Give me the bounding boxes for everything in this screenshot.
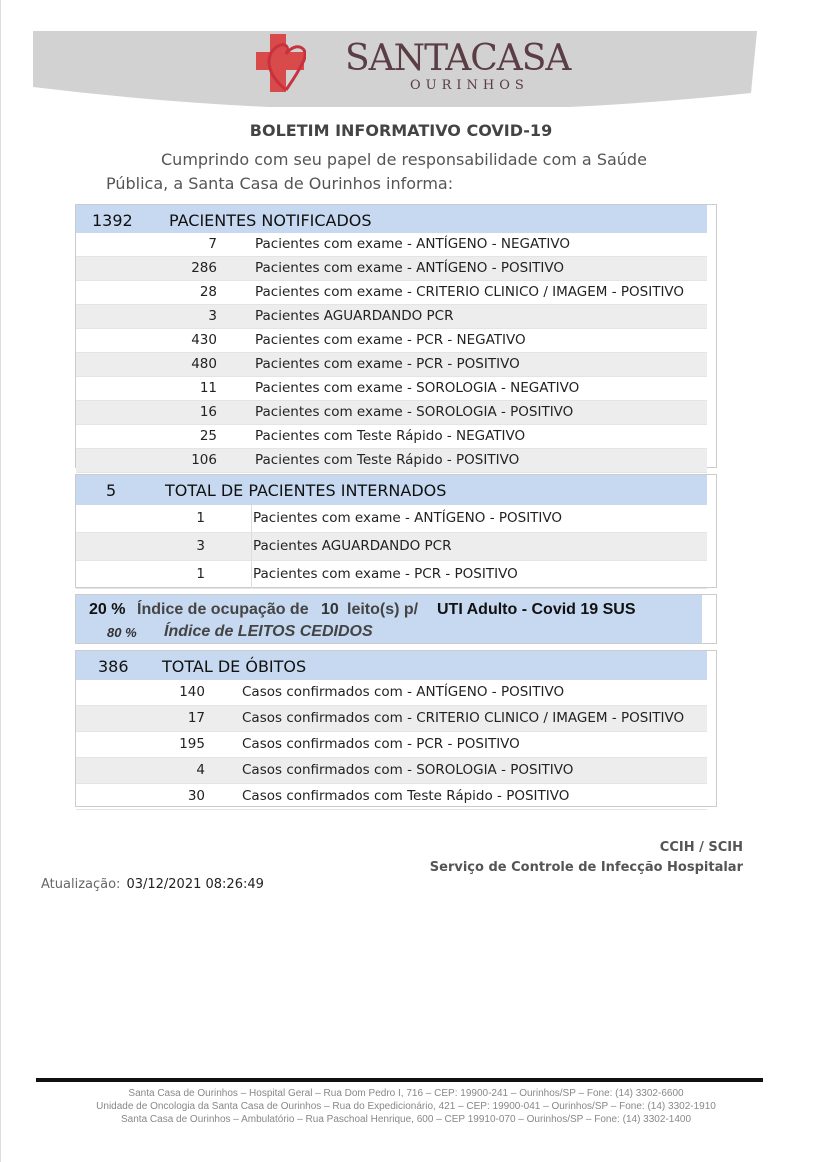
table-row: [76, 561, 707, 589]
row-label: Pacientes com exame - CRITERIO CLINICO / IMAGEM - POSITIVO: [255, 283, 685, 300]
table-row: [76, 732, 707, 758]
table-row: [76, 377, 707, 401]
ceded-label: Índice de LEITOS CEDIDOS: [164, 623, 373, 640]
row-label: Casos confirmados com - ANTÍGENO - POSITIVO: [242, 683, 565, 700]
ceded-percent: 80 %: [107, 625, 137, 640]
table-row: [76, 401, 707, 425]
footer-line: Santa Casa de Ourinhos – Hospital Geral – Rua Dom Pedro I, 716 – CEP: 19900-241 – Ourinhos/SP – Fone: (14) 3302-6600: [128, 1088, 684, 1099]
row-label: Pacientes AGUARDANDO PCR: [255, 307, 454, 324]
section-internados: [75, 474, 717, 588]
unit-name: UTI Adulto - Covid 19 SUS: [437, 601, 636, 618]
row-label: Pacientes com exame - SOROLOGIA - POSITIVO: [255, 403, 574, 420]
row-count: 17: [187, 709, 205, 726]
total-count: 5: [106, 481, 117, 500]
row-count: 1: [196, 509, 205, 526]
service-name: Serviço de Controle de Infecção Hospitalar: [429, 860, 743, 875]
section-header: [76, 651, 707, 680]
row-count: 30: [187, 787, 205, 804]
total-count: 386: [98, 657, 129, 676]
row-count: 4: [196, 761, 205, 778]
footer-line: Unidade de Oncologia da Santa Casa de Ourinhos – Rua do Expedicionário, 421 – CEP: 19900-041 – Ourinhos/SP – Fone: (14) 3302-1910: [96, 1101, 716, 1112]
section-ocupacao: [75, 594, 717, 644]
page-title: BOLETIM INFORMATIVO COVID-19: [249, 121, 553, 140]
row-label: Pacientes com Teste Rápido - POSITIVO: [255, 451, 520, 468]
footer-divider: [36, 1078, 763, 1082]
section-header: [76, 475, 707, 505]
occupancy-percent: 20 %: [89, 601, 126, 618]
row-count: 25: [199, 427, 217, 444]
row-count: 430: [191, 331, 217, 348]
table-row: [76, 353, 707, 377]
row-count: 480: [191, 355, 217, 372]
section-title: PACIENTES NOTIFICADOS: [169, 211, 372, 230]
row-count: 140: [179, 683, 205, 700]
department-name: CCIH / SCIH: [659, 840, 743, 855]
row-count: 3: [208, 307, 217, 324]
footer-line: Santa Casa de Ourinhos – Ambulatório – Rua Paschoal Henrique, 600 – CEP 19910-070 – Ourinhos/SP – Fone: (14) 3302-1400: [121, 1114, 691, 1125]
intro-text-line2: Pública, a Santa Casa de Ourinhos informa:: [106, 174, 454, 193]
intro-text-line1: Cumprindo com seu papel de responsabilidade com a Saúde: [161, 150, 647, 169]
total-count: 1392: [92, 211, 133, 230]
row-label: Casos confirmados com Teste Rápido - POSITIVO: [242, 787, 570, 804]
bed-count: 10: [321, 601, 339, 618]
row-count: 106: [191, 451, 217, 468]
row-count: 11: [199, 379, 217, 396]
section-obitos: [75, 650, 717, 807]
table-row: [76, 449, 707, 473]
row-label: Pacientes com exame - ANTÍGENO - POSITIVO: [251, 505, 707, 532]
logo-name: SANTACASA: [345, 38, 571, 79]
update-label: Atualização:: [41, 877, 121, 892]
table-row: [76, 257, 707, 281]
row-label: Pacientes AGUARDANDO PCR: [251, 533, 707, 560]
table-row: [76, 281, 707, 305]
row-label: Pacientes com exame - PCR - POSITIVO: [255, 355, 520, 372]
row-label: Pacientes com Teste Rápido - NEGATIVO: [255, 427, 526, 444]
row-label: Pacientes com exame - PCR - NEGATIVO: [255, 331, 526, 348]
row-label: Pacientes com exame - ANTÍGENO - POSITIVO: [255, 259, 565, 276]
table-row: [76, 706, 707, 732]
row-count: 16: [199, 403, 217, 420]
table-row: [76, 305, 707, 329]
table-row: [76, 533, 707, 561]
section-header: [76, 205, 707, 233]
row-label: Casos confirmados com - PCR - POSITIVO: [242, 735, 520, 752]
row-count: 286: [191, 259, 217, 276]
table-row: [76, 329, 707, 353]
row-label: Casos confirmados com - CRITERIO CLINICO / IMAGEM - POSITIVO: [242, 709, 685, 726]
section-notificados: [75, 204, 717, 468]
update-timestamp: [41, 877, 264, 892]
occupancy-label: Índice de ocupação de: [137, 601, 309, 618]
row-count: 28: [199, 283, 217, 300]
logo-subtitle: OURINHOS: [410, 78, 529, 93]
row-label: Pacientes com exame - SOROLOGIA - NEGATIVO: [255, 379, 580, 396]
row-label: Pacientes com exame - ANTÍGENO - NEGATIVO: [255, 235, 570, 252]
row-label: Casos confirmados com - SOROLOGIA - POSITIVO: [242, 761, 574, 778]
row-count: 1: [196, 565, 205, 582]
update-value: 03/12/2021 08:26:49: [126, 877, 264, 892]
bed-label: leito(s) p/: [347, 601, 419, 618]
table-row: [76, 680, 707, 706]
table-row: [76, 758, 707, 784]
row-count: 195: [179, 735, 205, 752]
row-count: 7: [208, 235, 217, 252]
table-row: [76, 784, 707, 810]
table-row: [76, 425, 707, 449]
row-label: Pacientes com exame - PCR - POSITIVO: [251, 561, 707, 588]
table-row: [76, 505, 707, 533]
table-row: [76, 233, 707, 257]
section-title: TOTAL DE ÓBITOS: [162, 657, 307, 676]
row-count: 3: [196, 537, 205, 554]
santa-casa-logo-icon: [256, 34, 306, 92]
section-title: TOTAL DE PACIENTES INTERNADOS: [165, 481, 447, 500]
